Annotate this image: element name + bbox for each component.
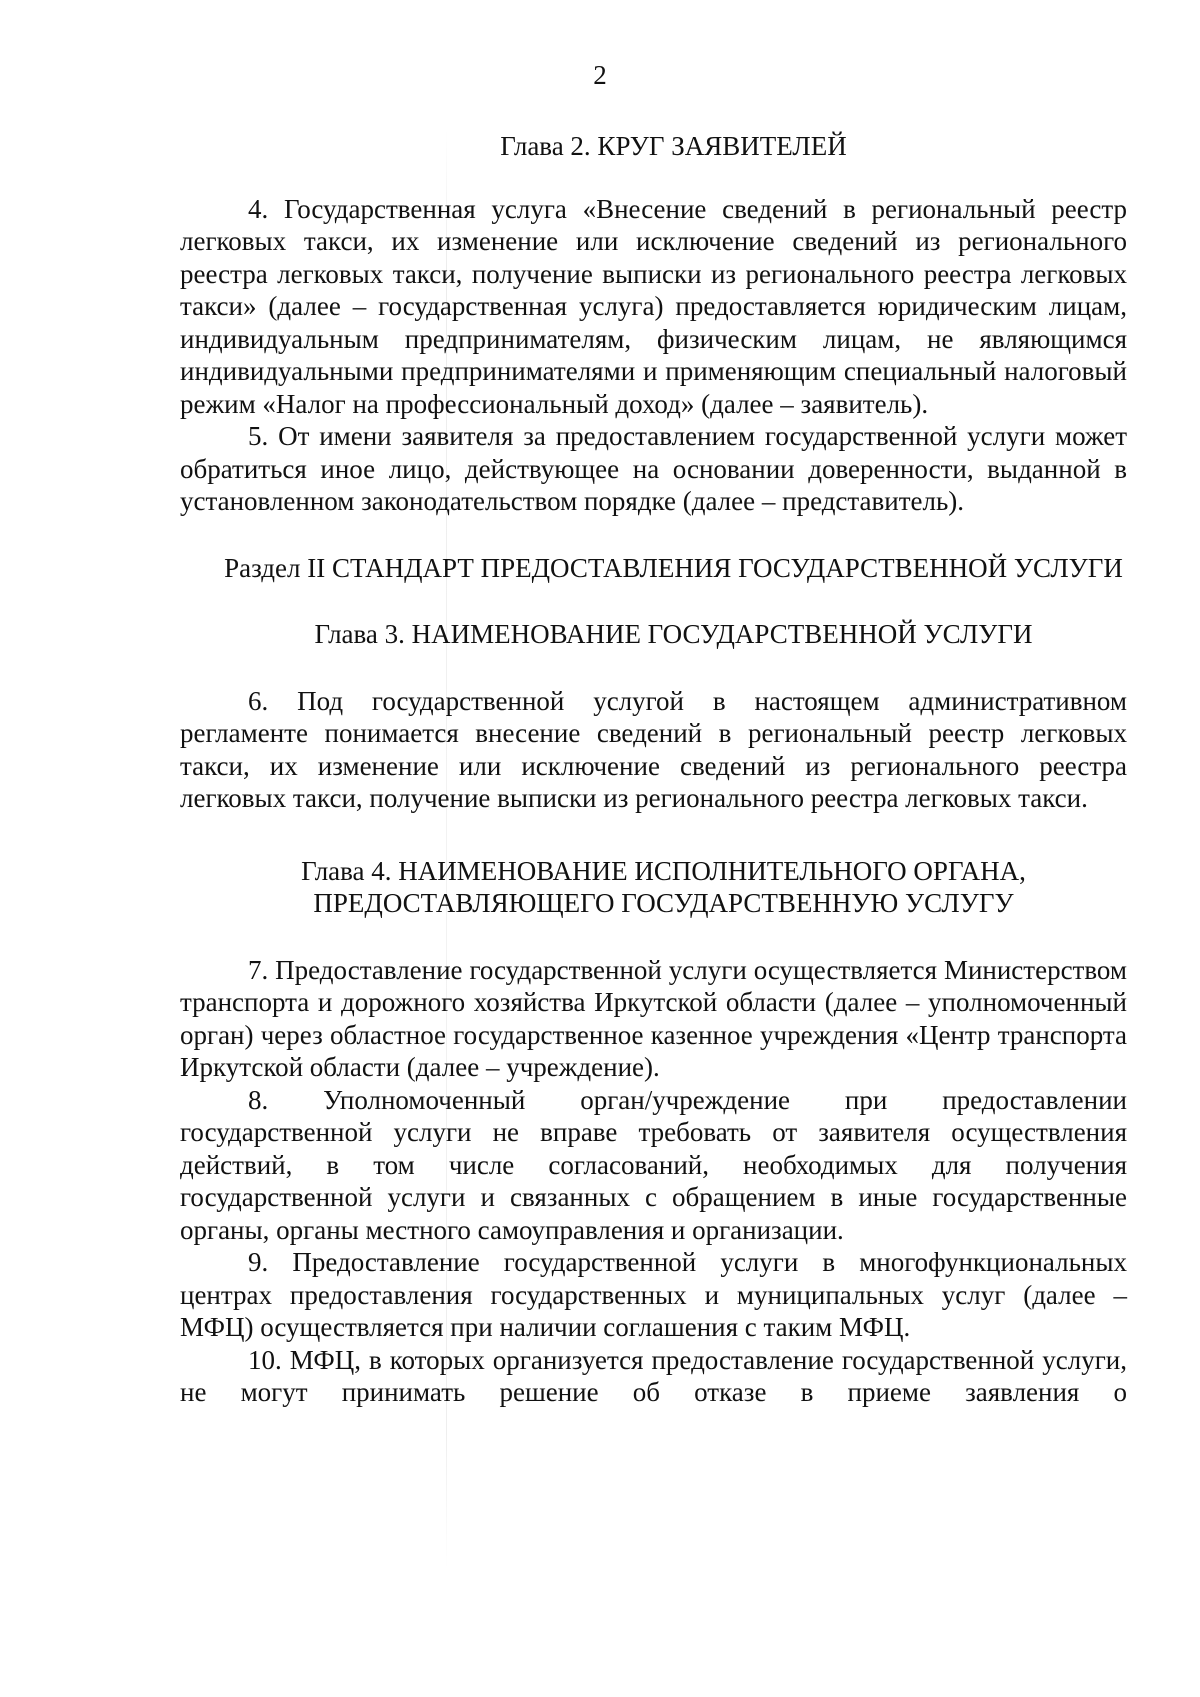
chapter-2-heading: Глава 2. КРУГ ЗАЯВИТЕЛЕЙ — [500, 131, 847, 161]
paragraph-4: 4. Государственная услуга «Внесение сведений в региональный реестр легковых такси, их изменение или исключение сведений из регионального реестра легковых такси, получение выписки из регионального реестра легковых такси» (далее – государственная услуга) предоставляется юридическим лицам, индивидуальным предпринимателям, физическим лицам, не являющимся индивидуальными предпринимателями и применяющим специальный налоговый режим «Налог на профессиональный доход» (далее – заявитель). — [180, 193, 1127, 419]
paragraph-6: 6. Под государственной услугой в настоящем административном регламенте понимается внесение сведений в региональный реестр легковых такси, их изменение или исключение сведений из регионального реестра легковых такси, получение выписки из регионального реестра легковых такси. — [180, 685, 1127, 813]
paragraph-8: 8. Уполномоченный орган/учреждение при предоставлении государственной услуги не вправе требовать от заявителя осуществления действий, в том числе согласований, необходимых для получения государственной услуги и связанных с обращением в иные государственные органы, органы местного самоуправления и организации. — [180, 1084, 1127, 1245]
page-number: 2 — [593, 60, 607, 90]
paragraph-9: 9. Предоставление государственной услуги в многофункциональных центрах предоставления государственных и муниципальных услуг (далее – МФЦ) осуществляется при наличии соглашения с таким МФЦ. — [180, 1247, 1127, 1342]
document-body — [180, 130, 1127, 1409]
chapter-4-heading: Глава 4. НАИМЕНОВАНИЕ ИСПОЛНИТЕЛЬНОГО ОРГАНА, ПРЕДОСТАВЛЯЮЩЕГО ГОСУДАРСТВЕННУЮ УСЛУГУ — [301, 855, 1026, 918]
paragraph-10: 10. МФЦ, в которых организуется предоставление государственной услуги, не могут принимать решение об отказе в приеме заявления о — [180, 1344, 1127, 1407]
paragraph-7: 7. Предоставление государственной услуги осуществляется Министерством транспорта и дорожного хозяйства Иркутской области (далее – уполномоченный орган) через областное государственное казенное учреждения «Центр транспорта Иркутской области (далее – учреждение). — [180, 954, 1127, 1082]
paragraph-5: 5. От имени заявителя за предоставлением государственной услуги может обратиться иное лицо, действующее на основании доверенности, выданной в установленном законодательством порядке (далее – представитель). — [180, 421, 1127, 516]
section-2-heading: Раздел II СТАНДАРТ ПРЕДОСТАВЛЕНИЯ ГОСУДАРСТВЕННОЙ УСЛУГИ — [224, 552, 1123, 583]
chapter-3-heading: Глава 3. НАИМЕНОВАНИЕ ГОСУДАРСТВЕННОЙ УСЛУГИ — [314, 619, 1033, 649]
